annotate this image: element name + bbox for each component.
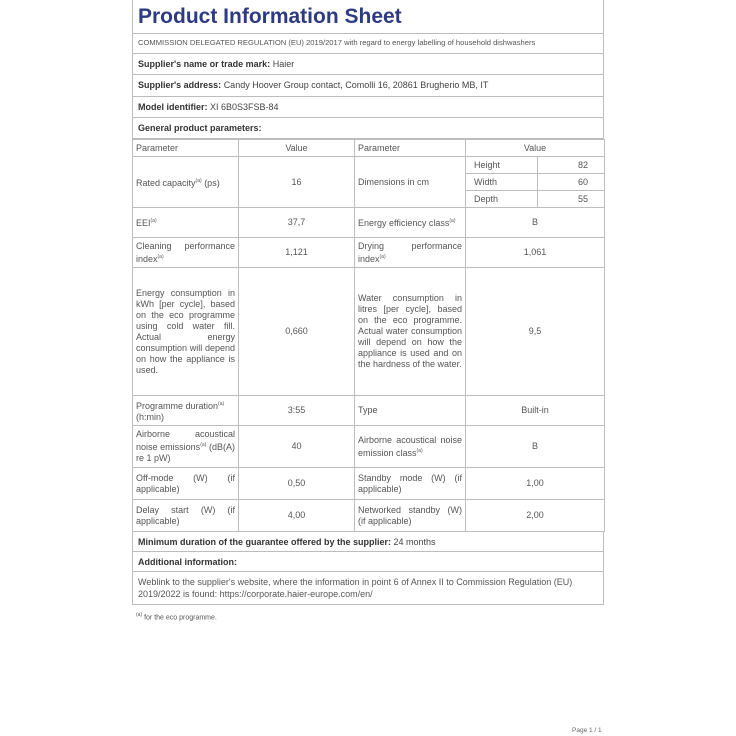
energy-class-value: B — [466, 208, 605, 238]
table-row — [133, 500, 605, 532]
additional-info-heading-row — [132, 552, 604, 572]
delay-start-label: Delay start (W) (if applicable) — [133, 500, 239, 532]
additional-info-heading: Additional information: — [138, 557, 237, 567]
footnote-text: for the eco programme. — [144, 614, 217, 622]
standby-value: 1,00 — [466, 468, 605, 500]
footnote — [136, 612, 217, 621]
supplier-name-row — [132, 54, 604, 75]
type-label: Type — [355, 396, 466, 426]
guarantee-label: Minimum duration of the guarantee offered by the supplier: — [138, 537, 392, 547]
water-consumption-value: 9,5 — [466, 268, 605, 396]
model-identifier-value: XI 6B0S3FSB-84 — [210, 102, 279, 112]
table-row — [133, 208, 605, 238]
dimensions-label: Dimensions in cm — [355, 157, 466, 208]
depth-value: 55 — [577, 193, 588, 204]
networked-standby-label: Networked standby (W) (if applicable) — [355, 500, 466, 532]
noise-class-value: B — [466, 426, 605, 468]
width-value: 60 — [538, 174, 605, 191]
table-row — [133, 238, 605, 268]
header-parameter-1: Parameter — [133, 140, 239, 157]
supplier-address-row — [132, 75, 604, 97]
eei-label: EEI$^{(a)}$ — [133, 208, 239, 238]
table-row — [133, 268, 605, 396]
noise-emissions-label: Airborne acoustical noise emissions$^{(a)}$ (dB(A) re 1 pW) — [133, 426, 239, 468]
noise-emissions-value: 40 — [239, 426, 355, 468]
header-parameter-2: Parameter — [355, 140, 466, 157]
regulation-subtitle: COMMISSION DELEGATED REGULATION (EU) 2019/2017 with regard to energy labelling of household dishwashers — [132, 34, 604, 54]
cleaning-index-value: 1,121 — [239, 238, 355, 268]
model-identifier-label: Model identifier: — [138, 102, 208, 112]
height-value: 82 — [538, 157, 605, 174]
programme-duration-label: Programme duration$^{(a)}$ (h:min) — [133, 396, 239, 426]
off-mode-label: Off-mode (W) (if applicable) — [133, 468, 239, 500]
supplier-address-label: Supplier's address: — [138, 80, 222, 90]
drying-index-value: 1,061 — [466, 238, 605, 268]
table-row — [133, 157, 605, 208]
depth-label: Depth — [466, 191, 538, 208]
footnote-marker: (a) — [136, 612, 143, 618]
supplier-address-value: Candy Hoover Group contact, Comolli 16, 20861 Brugherio MB, IT — [223, 80, 489, 90]
delay-start-value: 4,00 — [239, 500, 355, 532]
drying-index-label: Drying performance index$^{(a)}$ — [355, 238, 466, 268]
table-row — [133, 426, 605, 468]
energy-class-label: Energy efficiency class$^{(a)}$ — [355, 208, 466, 238]
standby-label: Standby mode (W) (if applicable) — [355, 468, 466, 500]
supplier-name-label: Supplier's name or trade mark: — [138, 59, 271, 69]
energy-consumption-label: Energy consumption in kWh [per cycle], based on the eco programme using cold water fill. Actual energy consumption will depend on how the appliance is used. — [133, 268, 239, 396]
energy-consumption-value: 0,660 — [239, 268, 355, 396]
parameters-table — [132, 139, 605, 532]
type-value: Built-in — [466, 396, 605, 426]
eei-value: 37,7 — [239, 208, 355, 238]
header-value-1: Value — [239, 140, 355, 157]
weblink-text: Weblink to the supplier's website, where the information in point 6 of Annex II to Commission Regulation (EU) 2019/2022 is found: https://corporate.haier-europe.com/en/ — [132, 572, 604, 605]
product-information-sheet — [132, 0, 604, 605]
table-row — [133, 468, 605, 500]
general-params-heading: General product parameters: — [138, 123, 262, 133]
dimensions-values — [466, 157, 605, 208]
guarantee-value: 24 months — [393, 537, 436, 547]
width-label: Width — [466, 174, 538, 191]
supplier-name-value: Haier — [272, 59, 295, 69]
rated-capacity-label: Rated capacity$^{(a)}$ (ps) — [133, 157, 239, 208]
rated-capacity-value: 16 — [239, 157, 355, 208]
general-params-heading-row — [132, 118, 604, 139]
table-row — [133, 396, 605, 426]
noise-class-label: Airborne acoustical noise emission class$^{(a)}$ — [355, 426, 466, 468]
table-header-row — [133, 140, 605, 157]
header-value-2: Value — [466, 140, 605, 157]
model-identifier-row — [132, 97, 604, 118]
height-label: Height — [466, 157, 538, 174]
guarantee-row — [132, 532, 604, 552]
cleaning-index-label: Cleaning performance index$^{(a)}$ — [133, 238, 239, 268]
off-mode-value: 0,50 — [239, 468, 355, 500]
networked-standby-value: 2,00 — [466, 500, 605, 532]
page-title: Product Information Sheet — [132, 0, 604, 34]
water-consumption-label: Water consumption in litres [per cycle], based on the eco programme. Actual water consumption will depend on how the appliance is used and on the hardness of the water. — [355, 268, 466, 396]
page-number: Page 1 / 1 — [572, 727, 602, 734]
programme-duration-value: 3:55 — [239, 396, 355, 426]
